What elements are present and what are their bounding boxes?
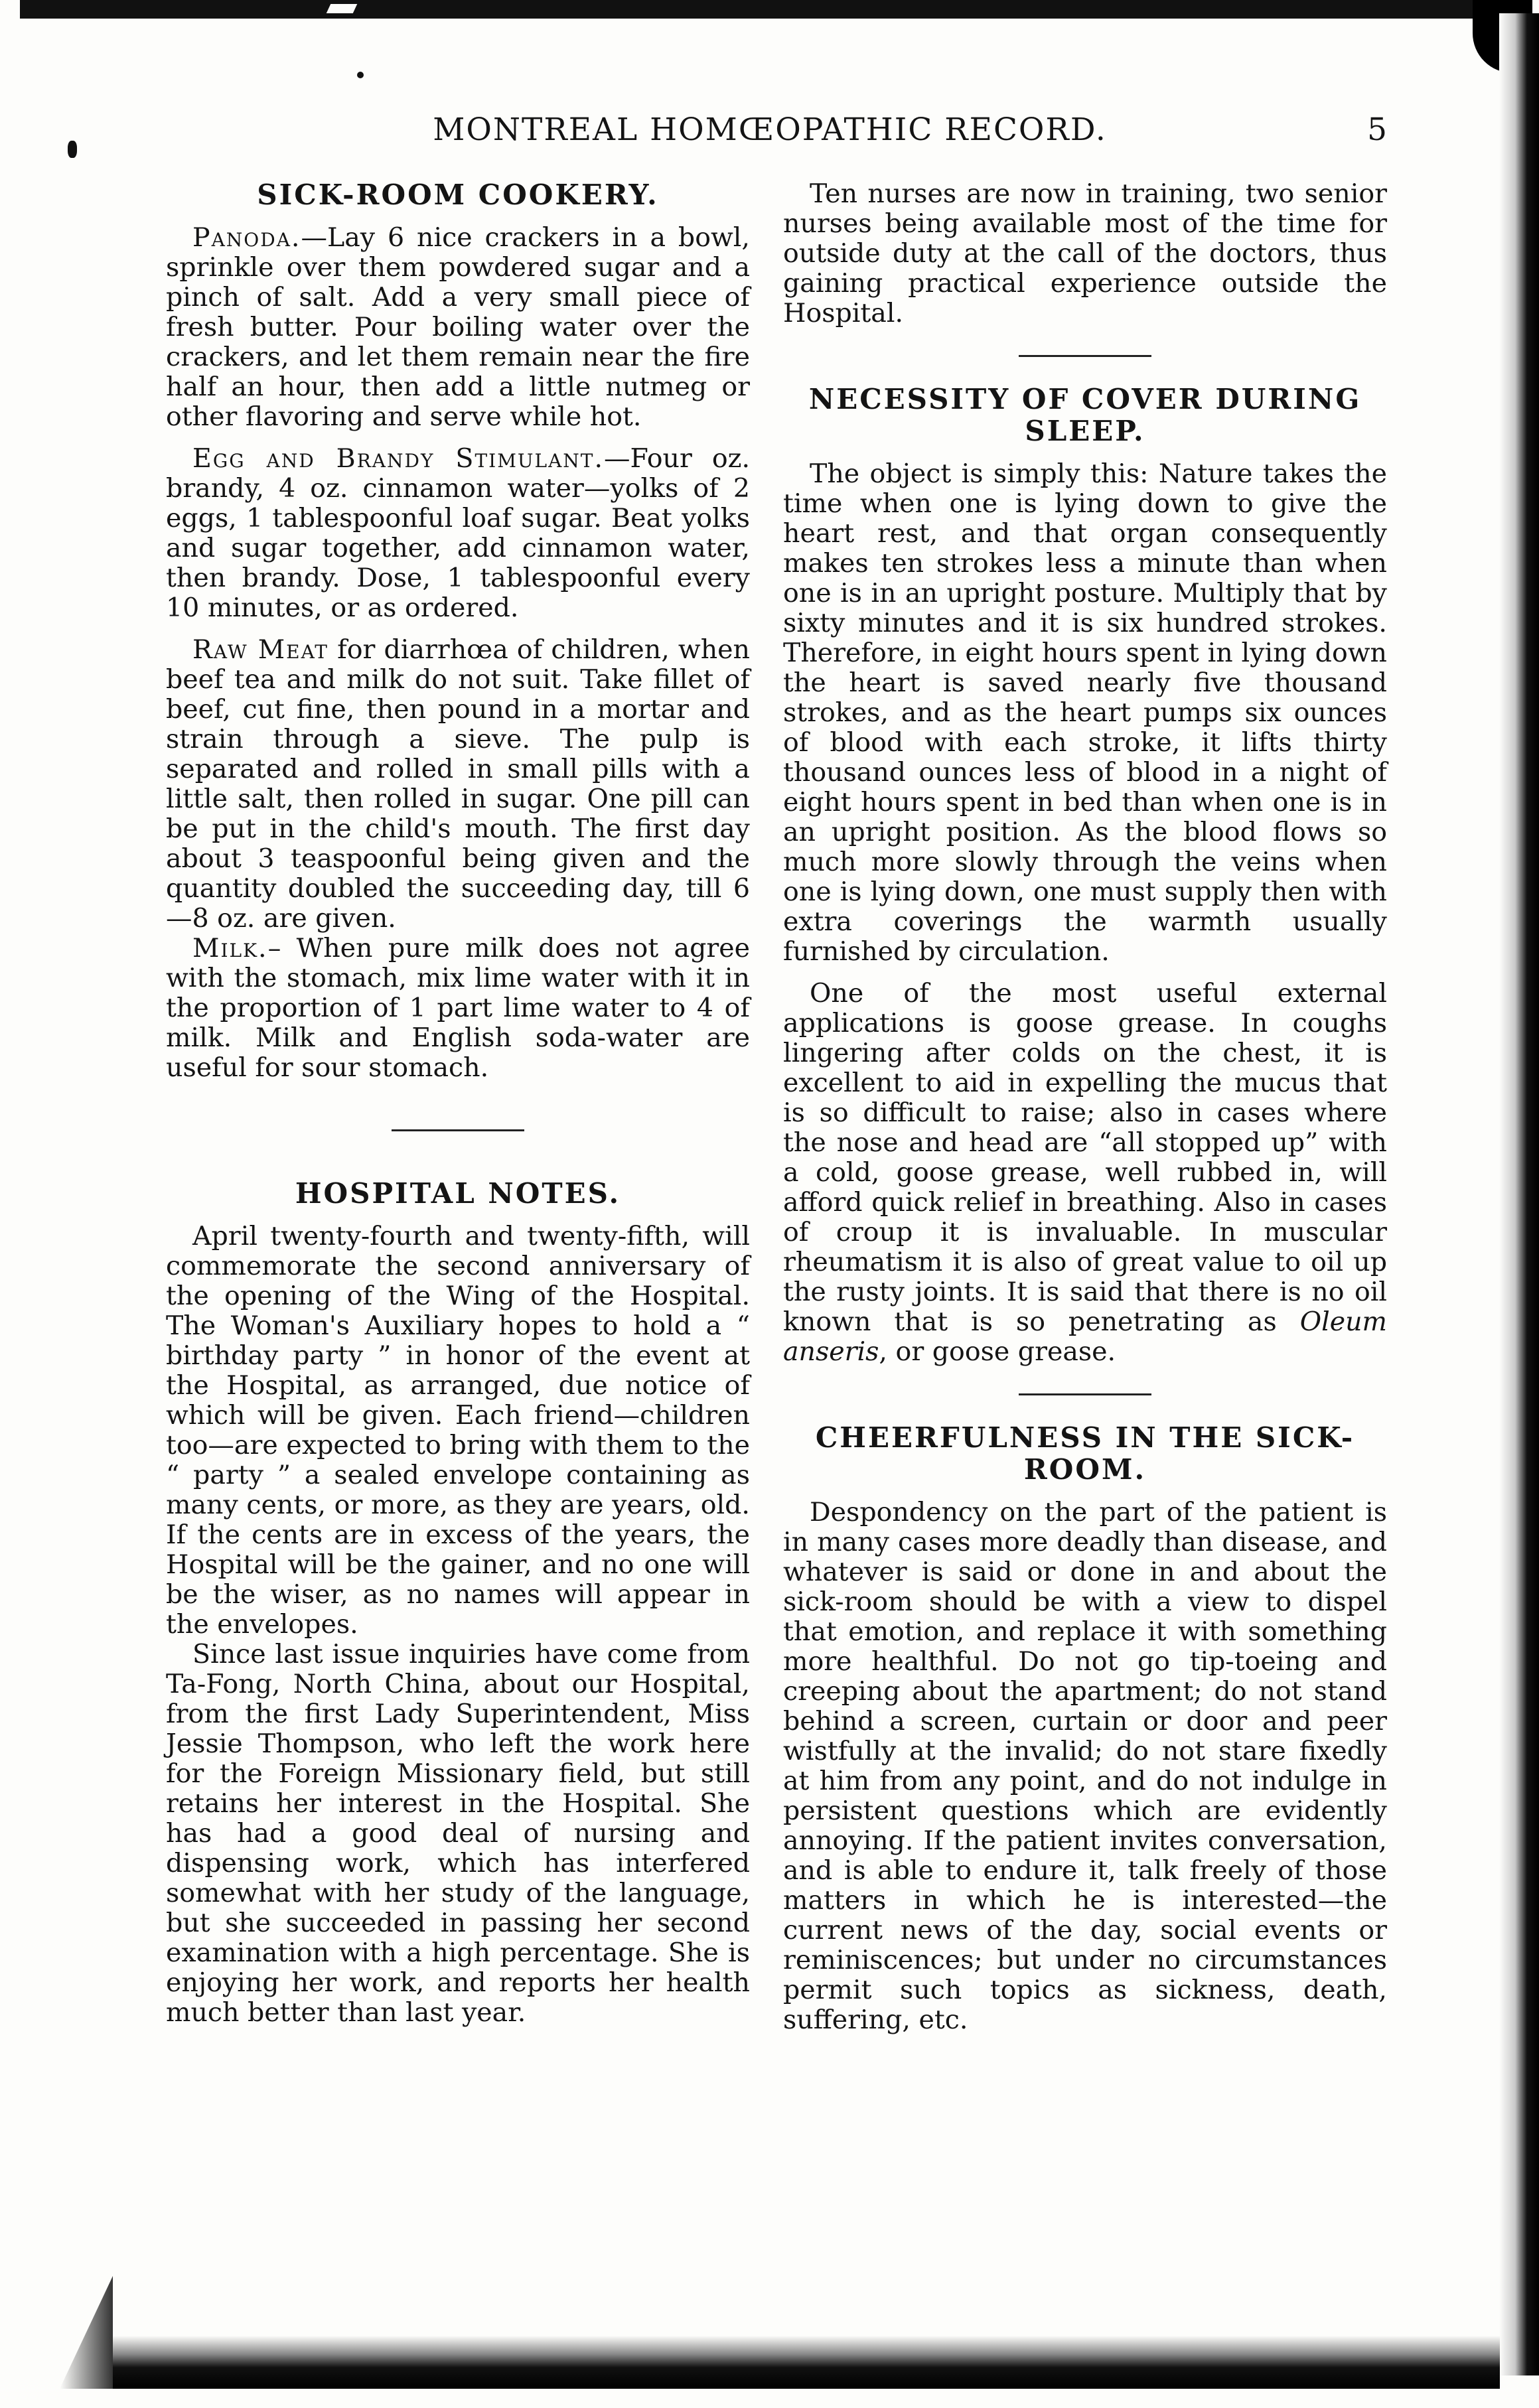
raw-meat-text: for diarrhœa of children, when beef tea and milk do not suit. Take fillet of beef, cut fine, then pound in a mortar and strain through a sieve. The pulp is separated and rolled in small pills with a little salt, then rolled in sugar. One pill can be put in the child's mouth. The first day about 3 teaspoonful being given and the quantity doubled the succeeding day, till 6—8 oz. are given.: [166, 634, 750, 934]
left-column: [166, 179, 750, 2028]
raw-meat-recipe: [166, 635, 750, 934]
cover-sleep-heading: NECESSITY OF COVER DURING SLEEP.: [808, 383, 1362, 447]
milk-text: – When pure milk does not agree with the stomach, mix lime water with it in the proportion of 1 part lime water to 4 of milk. Milk and English soda-water are useful for sour stomach.: [166, 933, 750, 1083]
nurses-paragraph: Ten nurses are now in training, two senior nurses being available most of the time for outside duty at the call of the doctors, thus gaining practical experience outside the Hospital.: [783, 178, 1387, 328]
hospital-paragraph-1: April twenty-fourth and twenty-fifth, will commemorate the second anniversary of the opening of the Wing of the Hospital. The Woman's Auxiliary hopes to hold a “ birthday party ” in honor of the event at the Hospital, as arranged, due notice of which will be given. Each friend—children too—are expected to bring with them to the “ party ” a sealed envelope containing as many cents, or more, as they are years, old. If the cents are in excess of the years, the Hospital will be the gainer, and no one will be the wiser, as no names will appear in the envelopes.: [166, 1221, 750, 1640]
goose-grease-text-b: , or goose grease.: [879, 1336, 1116, 1367]
page-number: 5: [1367, 111, 1387, 148]
hospital-paragraph-2: Since last issue inquiries have come from Ta-Fong, North China, about our Hospital, from the first Lady Superintendent, Miss Jessie Thompson, who left the work here for the Foreign Missionary field, but still retains her interest in the Hospital. She has had a good deal of nursing and dispensing work, which has interfered somewhat with her study of the language, but she succeeded in passing her second examination with a high percentage. She is enjoying her work, and reports her health much better than last year.: [166, 1639, 750, 2028]
milk-label: Milk.: [192, 933, 268, 963]
egg-brandy-label: Egg and Brandy Stimulant.: [192, 443, 605, 474]
egg-brandy-recipe: [166, 444, 750, 623]
oleum-anseris-italic: Oleum anseris: [783, 1307, 1387, 1367]
cover-paragraph-1: The object is simply this: Nature takes the time when one is lying down to give the heart rest, and that organ consequently makes ten strokes less a minute than when one is in an upright posture. Multiply that by sixty minutes and it is six hundred strokes. Therefore, in eight hours spent in lying down the heart is saved nearly five thousand strokes, and as the heart pumps six ounces of blood with each stroke, it lifts thirty thousand ounces less of blood in a night of eight hours spent in bed than when one is in an upright position. As the blood flows so much more slowly through the veins when one is lying down, one must supply then with extra coverings the warmth usually furnished by circulation.: [783, 459, 1387, 967]
cheerfulness-paragraph: Despondency on the part of the patient is in many cases more deadly than disease, and whatever is said or done in and about the sick-room should be with a view to dispel that emotion, and replace it with something more healthful. Do not go tip-toeing and creeping about the apartment; do not stand behind a screen, curtain or door and peer wistfully at the invalid; do not stare fixedly at him from any point, and do not indulge in persistent questions which are evidently annoying. If the patient invites conversation, and is able to endure it, talk freely of those matters in which he is interested—the current news of the day, social events or reminiscences; but under no circumstances permit such topics as sickness, death, suffering, etc.: [783, 1497, 1387, 2035]
panoda-label: Panoda.: [192, 222, 301, 253]
egg-brandy-text: —Four oz. brandy, 4 oz. cinnamon water—yolks of 2 eggs, 1 tablespoonful loaf sugar. Beat yolks and sugar together, add cinnamon water, then brandy. Dose, 1 tablespoonful every 10 minutes, or as ordered.: [166, 443, 750, 623]
right-scan-edge: [1499, 13, 1539, 2375]
raw-meat-label: Raw Meat: [192, 634, 329, 665]
hospital-notes-heading: HOSPITAL NOTES.: [295, 1177, 621, 1210]
ink-speck: [68, 141, 77, 158]
milk-recipe: [166, 934, 750, 1083]
goose-grease-text-a: One of the most useful external applications is goose grease. In coughs lingering after colds on the chest, it is excellent to aid in expelling the mucus that is so difficult to raise; also in cases where the nose and head are “all stopped up” with a cold, goose grease, well rubbed in, will afford quick relief in breathing. Also in cases of croup it is invaluable. In muscular rheumatism it is also of great value to oil up the rusty joints. It is said that there is no oil known that is so penetrating as: [783, 978, 1387, 1337]
goose-grease-paragraph: [783, 979, 1387, 1367]
ink-speck: [357, 72, 364, 78]
panoda-text: —Lay 6 nice crackers in a bowl, sprinkle over them powdered sugar and a pinch of salt. Add a very small piece of fresh butter. Pour boiling water over the crackers, and let them remain near the fire half an hour, then add a little nutmeg or other flavoring and serve while hot.: [166, 222, 750, 432]
panoda-recipe: [166, 223, 750, 432]
right-column: [783, 179, 1387, 2035]
cheerfulness-heading: CHEERFULNESS IN THE SICK-ROOM.: [815, 1421, 1355, 1486]
page-header-title: MONTREAL HOMŒOPATHIC RECORD.: [433, 111, 1107, 148]
bottom-left-scan-edge: [60, 2276, 113, 2389]
sickroom-heading: SICK-ROOM COOKERY.: [257, 178, 659, 211]
top-scan-border: [20, 0, 1500, 19]
bottom-scan-edge: [93, 2336, 1500, 2389]
